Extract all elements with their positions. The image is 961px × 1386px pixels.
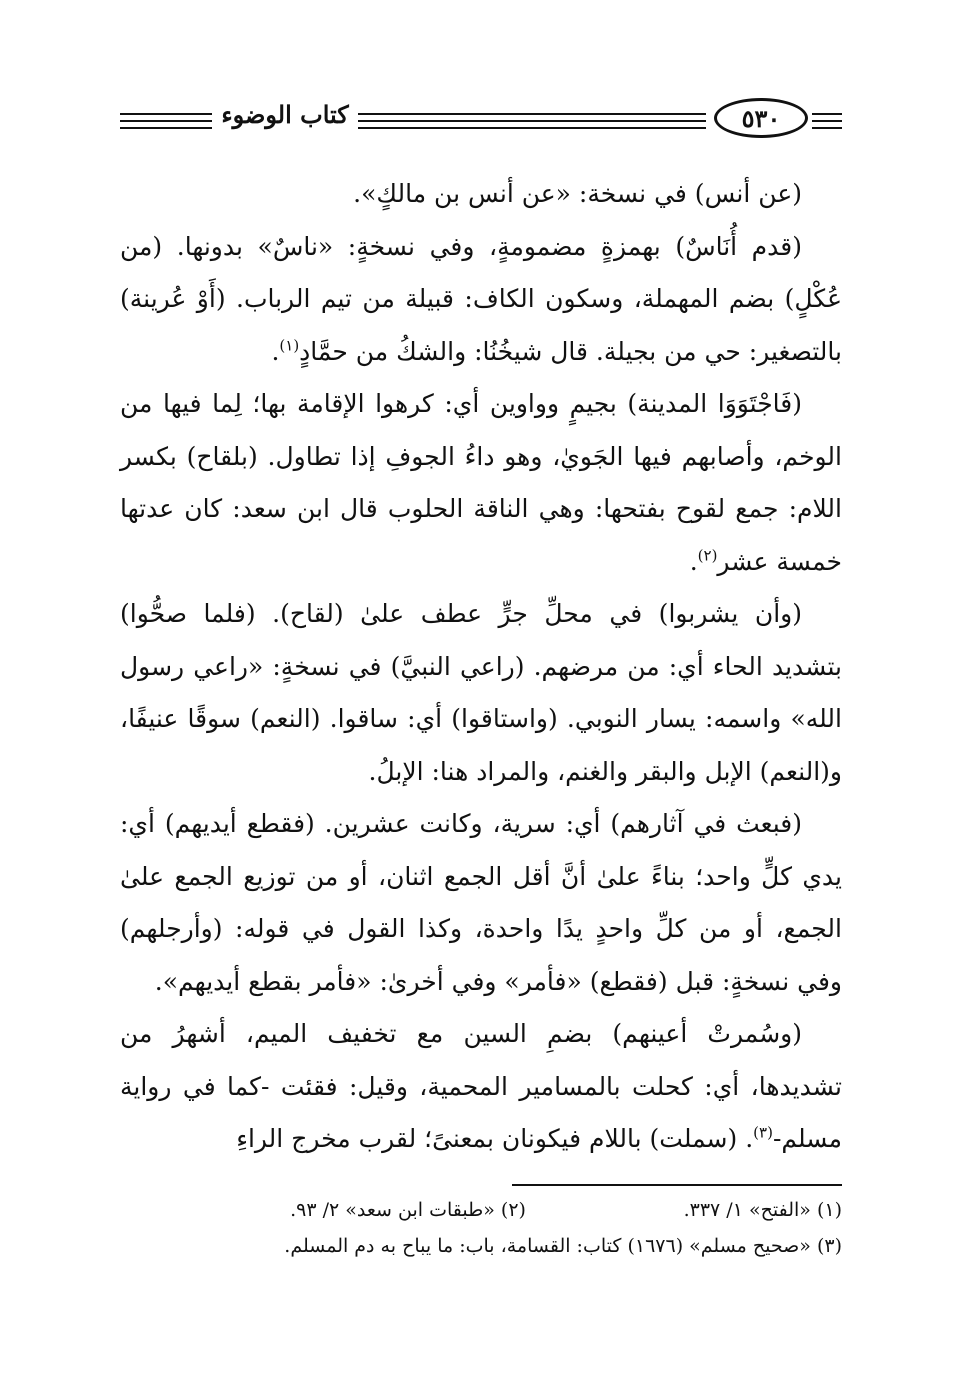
header-rule [120, 127, 212, 129]
footnote-reference[interactable]: (٣) [753, 1123, 773, 1142]
footnotes [120, 1192, 842, 1264]
paragraph-text: (وسُمرتْ أعينهم) بضمِ السين مع تخفيف الميم، أشهرُ من تشديدها، أي: كحلت بالمسامير المحمية، وقيل: فقئت -كما في رواية مسلم- [120, 1019, 842, 1153]
footnote-2: (٢) «طبقات ابن سعد» ٢/ ٩٣. [290, 1199, 526, 1221]
footnote-row [120, 1228, 842, 1264]
running-title: كتاب الوضوء [221, 100, 349, 129]
paragraph [120, 798, 842, 1008]
paragraph [120, 1008, 842, 1166]
footnote-1: (١) «الفتح» ١/ ٣٣٧. [683, 1199, 842, 1221]
paragraph-text: (عن أنس) في نسخة: «عن أنس بن مالكٍ». [353, 179, 802, 208]
footnote-3: (٣) «صحيح مسلم» (١٦٧٦) كتاب: القسامة، باب: ما يباح به دم المسلم. [284, 1235, 842, 1257]
running-header [120, 96, 842, 142]
paragraph-text-end: . (سملت) باللام فيكونان بمعنىً؛ لقرب مخرج الراءِ [236, 1124, 754, 1153]
paragraph [120, 588, 842, 798]
header-rule [812, 127, 842, 129]
paragraph-text: (وأن يشربوا) في محلِّ جرٍّ عطف علىٰ (لقاح). (فلما صحُّوا) بتشديد الحاء أي: من مرضهم. (راعي النبيَّ) في نسخةٍ: «راعي رسول الله» واسمه: يسار النوبي. (واستاقوا) أي: ساقوا. (النعم) سوقًا عنيفًا، و(النعم) الإبل والبقر والغنم، والمراد هنا: الإبلُ. [120, 599, 842, 786]
header-rule [358, 127, 706, 129]
footnote-row [120, 1192, 842, 1228]
paragraph [120, 378, 842, 588]
header-rule [358, 113, 706, 115]
header-rule [358, 120, 706, 122]
header-rule [120, 120, 212, 122]
paragraph-text: (فَاجْتَوَوَا المدينة) بجيمٍ وواوين أي: كرهوا الإقامة بها؛ لِما فيها من الوخم، وأصابهم فيها الجَويٰ، وهو داءُ الجوفِ إذا تطاول. (بلقاح) بكسر اللام: جمع لقوح بفتحها: وهي الناقة الحلوب قال ابن سعد: كان عدتها خمسة عشر [120, 389, 842, 576]
paragraph [120, 221, 842, 379]
paragraph-text-end: . [271, 336, 280, 366]
paragraph-text: (قدم أُنَاسٌ) بهمزةٍ مضمومةٍ، وفي نسخةٍ: «ناسٌ» بدونها. (من عُكْلٍ) بضم المهملة، وسكون الكاف: قبيلة من تيم الرباب. (أَوْ عُرينة) بالتصغير: حي من بجيلة. قال شيخُنُا: والشكُ من حمَّادٍ [120, 231, 842, 366]
page-number: ٥٣٠ [714, 98, 808, 138]
header-rule [120, 113, 212, 115]
paragraph [120, 168, 842, 221]
header-rule [812, 113, 842, 115]
footnote-reference[interactable]: (٢) [697, 546, 718, 565]
paragraph-text-end: . [689, 546, 698, 576]
header-rule [812, 120, 842, 122]
footnote-separator [512, 1184, 842, 1186]
paragraph-text: (فبعث في آثارهم) أي: سرية، وكانت عشرين. (فقطع أيديهم) أي: يدي كلٍّ واحد؛ بناءً علىٰ أنَّ أقل الجمع اثنان، أو من توزيع الجمع علىٰ الجمع، أو من كلِّ واحدٍ يدًا واحدة، وكذا القول في قوله: (وأرجلهم) وفي نسخةٍ: قبل (فقطع) «فأمر» وفي أخرىٰ: «فأمر بقطع أيديهم». [120, 809, 842, 996]
main-text [120, 168, 842, 1166]
footnote-reference[interactable]: (١) [279, 336, 300, 355]
